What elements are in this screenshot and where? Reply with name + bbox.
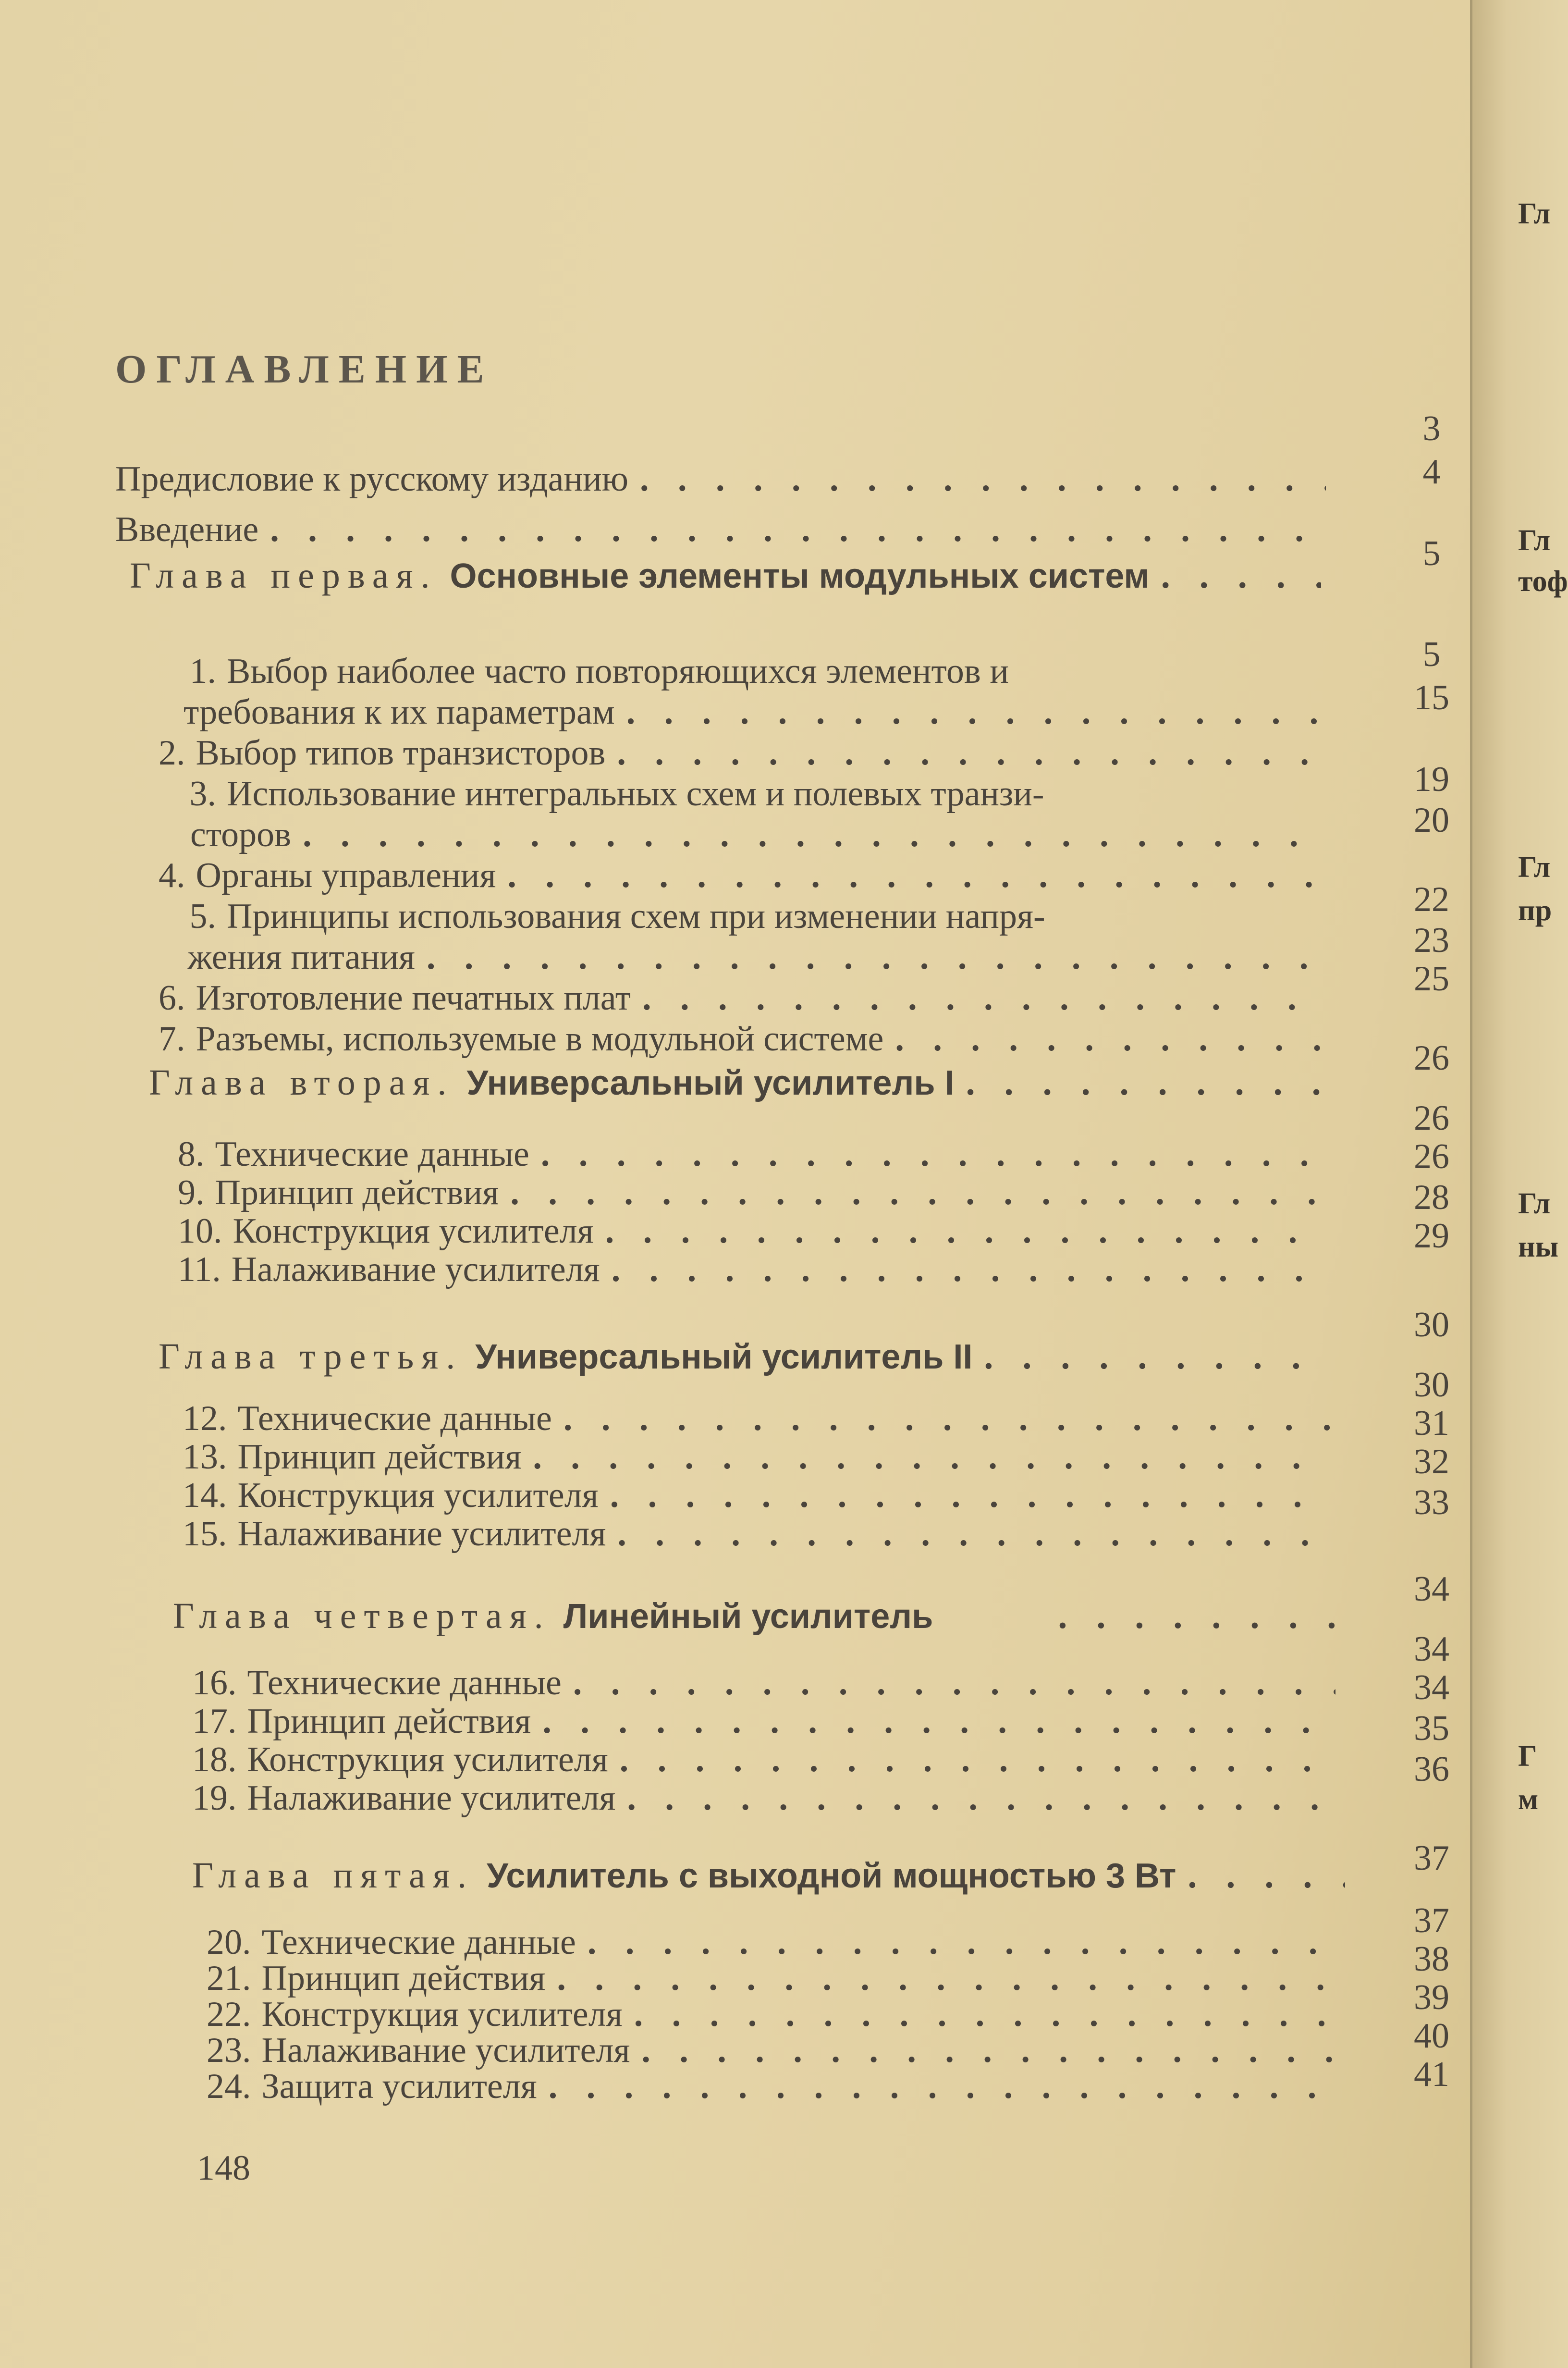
page-number: 35 <box>1414 1709 1449 1748</box>
facing-page-fragment: Гл <box>1518 1187 1551 1220</box>
toc-section <box>159 814 1321 858</box>
section-number: 19. <box>192 1778 237 1818</box>
page-number: 36 <box>1414 1750 1449 1789</box>
leader-dots <box>507 855 1321 896</box>
page-number: 38 <box>1414 1939 1449 1979</box>
section-number: 10. <box>178 1211 222 1251</box>
leader-dots <box>533 1437 1331 1478</box>
section-number: 13. <box>183 1437 227 1477</box>
leader-dots <box>1161 555 1321 597</box>
toc-section <box>192 1739 1335 1783</box>
toc-section <box>183 1514 1331 1557</box>
toc-entry-text: Введение <box>115 510 259 549</box>
facing-page-fragment: Г <box>1518 1740 1537 1773</box>
facing-page-fragment: ны <box>1518 1231 1559 1263</box>
section-text: Технические данные <box>237 1399 552 1438</box>
leader-dots <box>895 1019 1321 1060</box>
section-text: Принципы использования схем при изменении напря- <box>227 897 1045 936</box>
leader-dots <box>564 1398 1331 1439</box>
section-number: 17. <box>192 1702 237 1741</box>
leader-dots <box>270 509 1326 550</box>
leader-dots <box>557 1958 1345 1999</box>
leader-dots <box>605 1211 1326 1252</box>
page-number: 40 <box>1414 2016 1449 2056</box>
chapter-label: Глава вторая. <box>149 1062 454 1103</box>
chapter-title: Усилитель с выходной мощностью 3 Вт <box>486 1857 1176 1895</box>
toc-entry-preface <box>115 459 1326 502</box>
section-text: требования к их параметрам <box>183 692 615 732</box>
leader-dots <box>617 733 1321 774</box>
page-number: 19 <box>1414 760 1449 799</box>
section-number: 7. <box>159 1019 185 1059</box>
footer-page-number: 148 <box>197 2148 250 2188</box>
chapter-title: Универсальный усилитель II <box>475 1338 973 1376</box>
toc-section <box>183 1475 1331 1518</box>
leader-dots <box>541 1134 1326 1175</box>
section-text: Технические данные <box>215 1135 529 1174</box>
toc-section <box>192 1701 1335 1744</box>
page-number: 31 <box>1414 1404 1449 1443</box>
leader-dots <box>1058 1595 1335 1637</box>
page-number: 20 <box>1414 801 1449 840</box>
toc-section <box>207 2066 1345 2109</box>
leader-dots <box>303 814 1321 855</box>
section-text: Принцип действия <box>261 1959 546 1998</box>
section-number: 12. <box>183 1399 227 1438</box>
toc-section <box>192 1778 1335 1821</box>
leader-dots <box>620 1739 1335 1780</box>
toc-section <box>183 1437 1331 1480</box>
toc-section <box>159 692 1321 735</box>
toc-section <box>159 733 1321 776</box>
chapter-label: Глава первая. <box>130 555 438 596</box>
chapter-heading <box>130 555 1321 598</box>
section-number: 9. <box>178 1173 205 1212</box>
page-number: 29 <box>1414 1216 1449 1256</box>
toc-entry-introduction <box>115 509 1326 553</box>
section-text: Защита усилителя <box>261 2067 537 2106</box>
section-text: Органы управления <box>196 856 496 895</box>
chapter-title: Основные элементы модульных систем <box>450 557 1150 595</box>
page-number: 26 <box>1414 1137 1449 1176</box>
page-number: 26 <box>1414 1098 1449 1138</box>
leader-dots <box>617 1514 1331 1554</box>
section-text: Выбор наиболее часто повторяющихся элементов и <box>227 652 1009 691</box>
page-number: 30 <box>1414 1365 1449 1405</box>
section-text: Использование интегральных схем и полевых транзи- <box>227 774 1044 814</box>
toc-section <box>178 1211 1326 1254</box>
page-number: 22 <box>1414 880 1449 919</box>
section-text: Изготовление печатных плат <box>196 978 631 1018</box>
section-number: 18. <box>192 1740 237 1779</box>
facing-page-fragment: м <box>1518 1783 1539 1816</box>
leader-dots <box>984 1336 1331 1378</box>
section-number: 6. <box>159 978 185 1018</box>
toc-entry-text: Предисловие к русскому изданию <box>115 459 628 499</box>
toc-section <box>159 855 1321 899</box>
page-number: 32 <box>1414 1442 1449 1481</box>
section-number: 1. <box>189 652 216 691</box>
page-number: 4 <box>1422 452 1441 492</box>
section-text: Налаживание усилителя <box>261 2031 630 2070</box>
leader-dots <box>573 1663 1335 1703</box>
page-number: 3 <box>1422 409 1441 448</box>
section-text: Выбор типов транзисторов <box>196 733 606 773</box>
section-number: 3. <box>189 774 216 814</box>
chapter-heading <box>192 1855 1345 1898</box>
page-number: 5 <box>1422 534 1441 573</box>
leader-dots <box>640 459 1326 500</box>
leader-dots <box>634 1994 1345 2035</box>
page-number: 33 <box>1414 1483 1449 1522</box>
leader-dots <box>642 978 1321 1019</box>
page-number: 41 <box>1414 2055 1449 2094</box>
section-text: Налаживание усилителя <box>231 1250 600 1289</box>
section-text: Принцип действия <box>215 1173 499 1212</box>
leader-dots <box>641 2030 1345 2071</box>
page-number: 25 <box>1414 959 1449 999</box>
toc-section <box>178 1172 1326 1216</box>
page-number: 37 <box>1414 1838 1449 1878</box>
section-number: 2. <box>159 733 185 773</box>
leader-dots <box>966 1062 1326 1104</box>
section-text: Технические данные <box>261 1923 576 1962</box>
toc-section <box>178 1249 1326 1293</box>
section-number: 5. <box>189 897 216 936</box>
toc-section <box>159 978 1321 1021</box>
page-number: 34 <box>1414 1668 1449 1707</box>
section-text: Налаживание усилителя <box>247 1778 616 1818</box>
facing-page-fragment: Гл <box>1518 851 1551 884</box>
leader-dots <box>510 1172 1326 1213</box>
facing-page-fragment: Гл <box>1518 524 1551 557</box>
section-number: 15. <box>183 1514 227 1554</box>
page-number: 5 <box>1422 635 1441 674</box>
section-text: жения питания <box>187 937 415 977</box>
page-number: 28 <box>1414 1178 1449 1217</box>
chapter-heading <box>173 1595 1335 1639</box>
toc-section <box>159 1019 1321 1062</box>
section-text: сторов <box>190 815 292 854</box>
section-number: 21. <box>207 1959 251 1998</box>
section-text: Технические данные <box>247 1663 562 1702</box>
section-number: 22. <box>207 1995 251 2034</box>
section-text: Принцип действия <box>237 1437 522 1477</box>
page-number: 34 <box>1414 1569 1449 1609</box>
facing-page-fragment: пр <box>1518 894 1552 927</box>
page-number: 37 <box>1414 1901 1449 1940</box>
section-number: 8. <box>178 1135 205 1174</box>
page-number: 26 <box>1414 1038 1449 1078</box>
toc-section <box>192 1663 1335 1706</box>
section-text: Разъемы, используемые в модульной системе <box>196 1019 884 1059</box>
toc-section <box>178 1134 1326 1177</box>
chapter-title: Универсальный усилитель I <box>466 1064 955 1102</box>
section-number: 20. <box>207 1923 251 1962</box>
section-number: 14. <box>183 1476 227 1515</box>
page-number: 30 <box>1414 1305 1449 1344</box>
chapter-heading <box>149 1062 1326 1105</box>
toc-section <box>159 896 1321 939</box>
facing-page-fragment: Гл <box>1518 197 1551 230</box>
leader-dots <box>626 692 1321 733</box>
toc-section <box>159 937 1321 980</box>
leader-dots <box>612 1249 1326 1290</box>
toc-section <box>159 651 1321 694</box>
toc-section <box>183 1398 1331 1442</box>
leader-dots <box>427 937 1321 978</box>
chapter-label: Глава пятая. <box>192 1855 474 1896</box>
page-number: 23 <box>1414 921 1449 960</box>
page-number: 34 <box>1414 1629 1449 1669</box>
section-text: Конструкция усилителя <box>233 1211 594 1251</box>
page-number: 39 <box>1414 1978 1449 2017</box>
facing-page-fragment: тоф <box>1518 565 1568 598</box>
section-text: Принцип действия <box>247 1702 531 1741</box>
section-number: 4. <box>159 856 185 895</box>
section-text: Конструкция усилителя <box>237 1476 599 1515</box>
leader-dots <box>542 1701 1335 1742</box>
facing-page-edge <box>1470 0 1568 2368</box>
page-number: 15 <box>1414 678 1449 717</box>
section-number: 24. <box>207 2067 251 2106</box>
toc-title: ОГЛАВЛЕНИЕ <box>115 347 494 392</box>
leader-dots <box>549 2066 1345 2107</box>
leader-dots <box>1188 1855 1345 1897</box>
section-number: 11. <box>178 1250 221 1289</box>
section-text: Конструкция усилителя <box>261 1995 623 2034</box>
chapter-title: Линейный усилитель <box>563 1597 933 1636</box>
chapter-label: Глава четвертая. <box>173 1596 551 1636</box>
toc-section <box>159 774 1321 817</box>
section-text: Налаживание усилителя <box>237 1514 606 1554</box>
chapter-label: Глава третья. <box>159 1336 463 1377</box>
chapter-heading <box>159 1336 1331 1379</box>
leader-dots <box>588 1922 1345 1963</box>
leader-dots <box>627 1778 1335 1819</box>
section-number: 23. <box>207 2031 251 2070</box>
leader-dots <box>610 1475 1331 1516</box>
section-text: Конструкция усилителя <box>247 1740 608 1779</box>
section-number: 16. <box>192 1663 237 1702</box>
